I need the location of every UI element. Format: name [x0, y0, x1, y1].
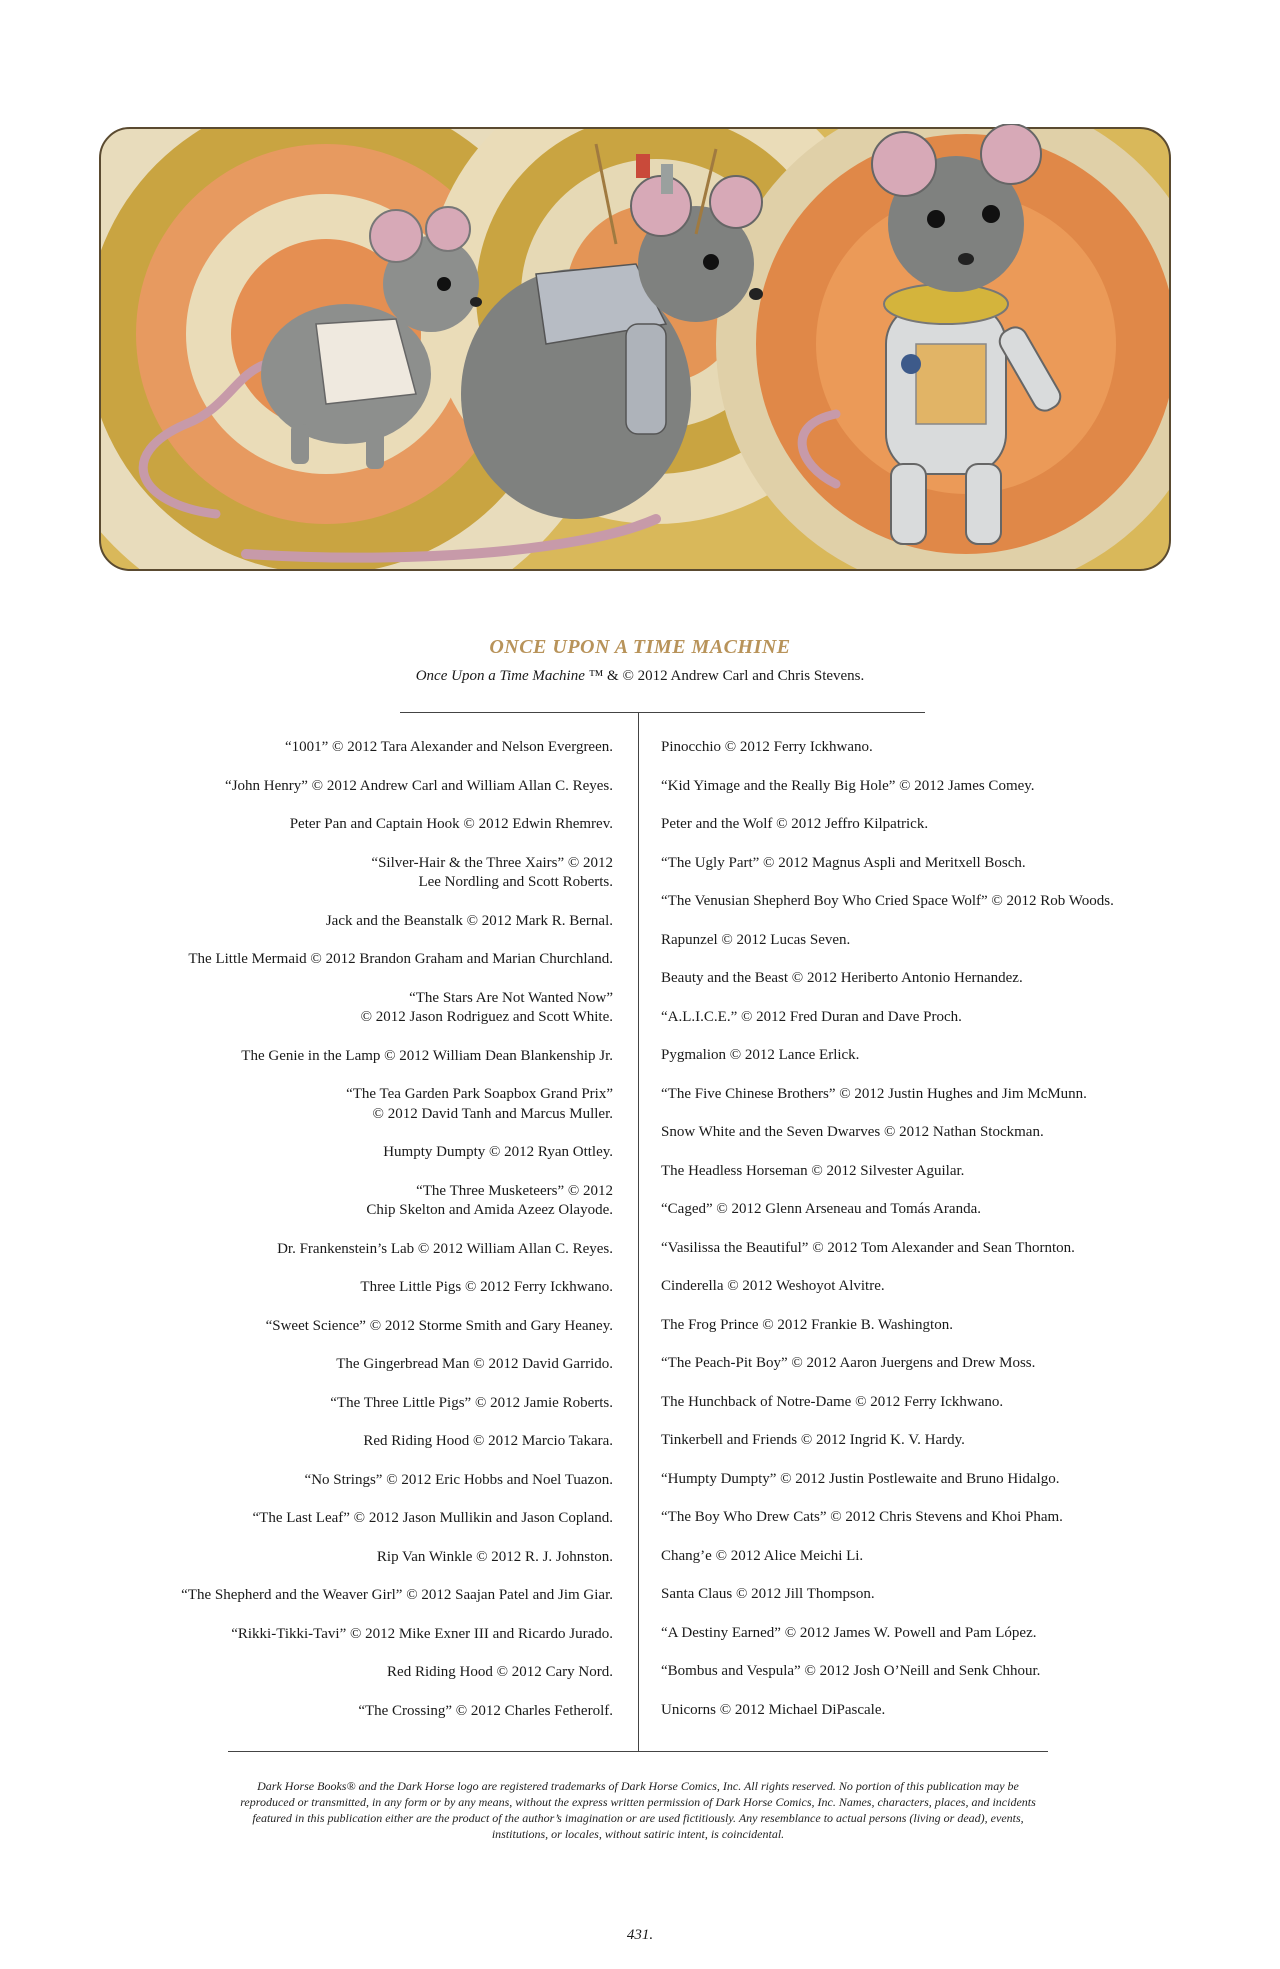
- credit-entry: “The Shepherd and the Weaver Girl” © 2012 Saajan Patel and Jim Giar.: [181, 1587, 613, 1603]
- credit-entry: The Frog Prince © 2012 Frankie B. Washington.: [661, 1316, 953, 1333]
- credit-entry: “Silver-Hair & the Three Xairs” © 2012 Lee Nordling and Scott Roberts.: [371, 854, 613, 890]
- credit-entry: The Hunchback of Notre-Dame © 2012 Ferry Ickhwano.: [661, 1393, 1004, 1410]
- subtitle-copyright-text: ™ & © 2012 Andrew Carl and Chris Stevens.: [584, 668, 865, 684]
- credit-entry: Rapunzel © 2012 Lucas Seven.: [661, 931, 851, 948]
- credit-entry: “The Venusian Shepherd Boy Who Cried Space Wolf” © 2012 Rob Woods.: [661, 893, 1114, 909]
- credit-entry: “1001” © 2012 Tara Alexander and Nelson Evergreen.: [284, 739, 613, 755]
- credit-entry: Humpty Dumpty © 2012 Ryan Ottley.: [383, 1144, 613, 1160]
- credit-entry: “John Henry” © 2012 Andrew Carl and William Allan C. Reyes.: [225, 777, 613, 794]
- credit-entry: Chang’e © 2012 Alice Meichi Li.: [661, 1547, 864, 1564]
- credit-entry: Dr. Frankenstein’s Lab © 2012 William Allan C. Reyes.: [277, 1240, 613, 1257]
- credit-entry: Pygmalion © 2012 Lance Erlick.: [661, 1047, 860, 1063]
- credit-entry: “No Strings” © 2012 Eric Hobbs and Noel Tuazon.: [304, 1471, 613, 1488]
- credit-entry: “The Ugly Part” © 2012 Magnus Aspli and Meritxell Bosch.: [661, 854, 1026, 871]
- credit-entry: Peter and the Wolf © 2012 Jeffro Kilpatrick.: [661, 816, 929, 832]
- credit-entry: Beauty and the Beast © 2012 Heriberto Antonio Hernandez.: [661, 970, 1023, 986]
- title-copyright: [0, 668, 1280, 685]
- credit-entry: Red Riding Hood © 2012 Marcio Takara.: [363, 1433, 613, 1449]
- credit-entry: “Rikki-Tikki-Tavi” © 2012 Mike Exner III and Ricardo Jurado.: [231, 1625, 613, 1642]
- credit-entry: “The Three Little Pigs” © 2012 Jamie Roberts.: [330, 1394, 613, 1411]
- credits-right-column: [661, 738, 1221, 1739]
- credit-entry: Santa Claus © 2012 Jill Thompson.: [661, 1586, 875, 1602]
- top-rule: [400, 712, 925, 713]
- credit-entry: “A Destiny Earned” © 2012 James W. Powell and Pam López.: [661, 1624, 1037, 1641]
- credit-entry: “The Boy Who Drew Cats” © 2012 Chris Stevens and Khoi Pham.: [661, 1509, 1063, 1525]
- credit-entry: Rip Van Winkle © 2012 R. J. Johnston.: [376, 1548, 613, 1565]
- credits-left-column: [53, 738, 613, 1740]
- credit-entry: “The Tea Garden Park Soapbox Grand Prix” © 2012 David Tanh and Marcus Muller.: [346, 1086, 613, 1122]
- credit-entry: Unicorns © 2012 Michael DiPascale.: [661, 1701, 886, 1718]
- credit-entry: The Little Mermaid © 2012 Brandon Graham and Marian Churchland.: [188, 951, 613, 967]
- credit-entry: “Humpty Dumpty” © 2012 Justin Postlewaite and Bruno Hidalgo.: [661, 1470, 1060, 1487]
- credit-entry: “The Three Musketeers” © 2012 Chip Skelton and Amida Azeez Olayode.: [366, 1182, 613, 1218]
- credit-entry: “The Stars Are Not Wanted Now” © 2012 Jason Rodriguez and Scott White.: [360, 989, 613, 1025]
- credit-entry: Peter Pan and Captain Hook © 2012 Edwin Rhemrev.: [289, 816, 613, 832]
- credit-entry: Three Little Pigs © 2012 Ferry Ickhwano.: [360, 1279, 613, 1295]
- credit-entry: Red Riding Hood © 2012 Cary Nord.: [387, 1664, 613, 1680]
- credit-entry: Jack and the Beanstalk © 2012 Mark R. Bernal.: [325, 912, 613, 929]
- credit-entry: “The Peach-Pit Boy” © 2012 Aaron Juergens and Drew Moss.: [661, 1355, 1036, 1371]
- illustration-art: [96, 124, 1174, 574]
- column-divider: [638, 712, 639, 1752]
- credit-entry: “The Crossing” © 2012 Charles Fetherolf.: [358, 1702, 613, 1719]
- credit-entry: The Gingerbread Man © 2012 David Garrido.: [336, 1356, 613, 1372]
- credit-entry: “Vasilissa the Beautiful” © 2012 Tom Alexander and Sean Thornton.: [661, 1239, 1075, 1256]
- credit-entry: Cinderella © 2012 Weshoyot Alvitre.: [661, 1278, 885, 1294]
- credit-entry: “The Last Leaf” © 2012 Jason Mullikin and Jason Copland.: [252, 1510, 613, 1526]
- page-number: 431.: [626, 1927, 654, 1943]
- mice-time-travel-illustration: [96, 124, 1174, 574]
- credit-entry: “Kid Yimage and the Really Big Hole” © 2012 James Comey.: [661, 777, 1035, 794]
- credit-entry: “A.L.I.C.E.” © 2012 Fred Duran and Dave Proch.: [661, 1008, 962, 1025]
- book-title: ONCE UPON A TIME MACHINE: [489, 636, 791, 658]
- credit-entry: The Genie in the Lamp © 2012 William Dean Blankenship Jr.: [241, 1047, 613, 1064]
- credit-entry: “The Five Chinese Brothers” © 2012 Justin Hughes and Jim McMunn.: [661, 1085, 1087, 1102]
- legal-notice: Dark Horse Books® and the Dark Horse logo are registered trademarks of Dark Horse Comics, Inc. All rights reserved. No portion of this publication may be reproduced or transmitted, in any form or by any means, without the express written permission of Dark Horse Comics, Inc. Names, characters, places, and incidents featured in this publication either are the product of the author’s imagination or are used fictitiously. Any resemblance to actual persons (living or dead), events, institutions, or locales, without satiric intent, is coincidental.: [240, 1779, 1036, 1841]
- credit-entry: “Caged” © 2012 Glenn Arseneau and Tomás Aranda.: [661, 1201, 981, 1217]
- credit-entry: Pinocchio © 2012 Ferry Ickhwano.: [661, 739, 873, 755]
- credit-entry: Snow White and the Seven Dwarves © 2012 Nathan Stockman.: [661, 1124, 1044, 1140]
- credit-entry: The Headless Horseman © 2012 Silvester Aguilar.: [661, 1162, 965, 1179]
- credit-entry: “Bombus and Vespula” © 2012 Josh O’Neill and Senk Chhour.: [661, 1663, 1041, 1679]
- credit-entry: “Sweet Science” © 2012 Storme Smith and Gary Heaney.: [265, 1317, 613, 1334]
- subtitle-book-name: Once Upon a Time Machine: [415, 668, 585, 684]
- bottom-rule: [228, 1751, 1048, 1752]
- credit-entry: Tinkerbell and Friends © 2012 Ingrid K. V. Hardy.: [661, 1432, 965, 1448]
